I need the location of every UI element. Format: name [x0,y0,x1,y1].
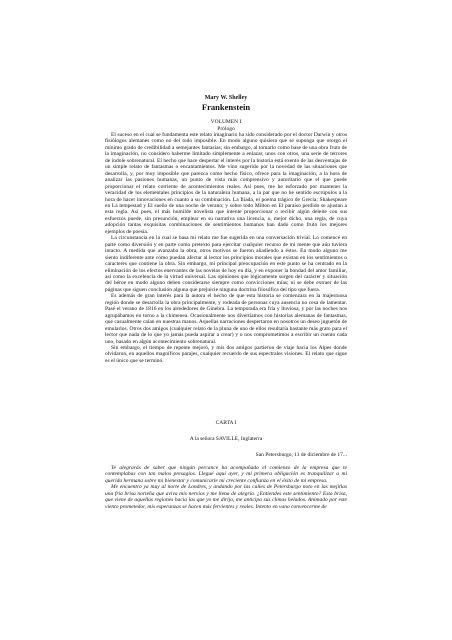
paragraph: El suceso en el cual se fundamenta este relato imaginario ha sido considerado por el doctor Darwin y otros fisiólogos alemanes como no del todo imposible. En modo alguno quisiera que se suponga que otorgo el mínimo grado de credibilidad a semejantes fantasías; sin embargo, al tomarlo como base de una obra fruto de la imaginación, no considero haberme limitado simplemente a enlazar, unos con otros, una serie de terrores de índole sobrenatural. El hecho que hace despertar el interés por la historia está exento de las desventajas de un simple relato de fantasmas o encantamientos. Me vino sugerido por la novedad de las situaciones que desarrolla, y, por muy imposible que parezca como hecho físico, ofrece para la imaginación, a la hora de analizar las pasiones humanas, un punto de vista más comprensivo y autoritario que el que puede proporcionar el relato corriente de acontecimientos reales. Así pues, me he esforzado por mantener la veracidad de los elementales principios de la naturaleza humana, a la par que no he sentido escrúpulos a la hora de hacer innovaciones en cuanto a su combinación. La Ilíada, el poema trágico de Grecia; Shakespeare en La tempestad y El sueño de una noche de verano; y sobre todo Milton en El paraíso perdido se ajustan a esta regla. Así pues, el más humilde novelista que intente proporcionar o recibir algún deleite con sus esfuerzos puede, sin presunción, emplear en su narrativa una licencia, o, mejor dicho, una regla, de cuya adopción tantas exquisitas combinaciones de sentimientos humanos han dado como fruto los mejores ejemplos de poesía. [105,132,347,235]
letter-heading: CARTA I [215,420,237,426]
prologue-heading: Prólogo [217,125,235,132]
author-name: Mary W. Shelley [204,95,248,101]
paragraph: Me encuentro ya muy al norte de Londres, y andando por las calles de Petersburgo noto en las mejillas una fría brisa norteña que aviva mis nervios y me llena de alegría. ¿Entiendes este sentimiento? Esta brisa, que viene de aquellas regiones hacia las que yo me dirijo, me anticipa sus climas helados. Animado por este viento prometedor, mis esperanzas se hacen más fervientes y reales. Intento en vano convencerme de [105,484,347,510]
letter-body [105,465,347,510]
volume-heading: VOLUMEN I [210,119,242,125]
letter-salutation: A la señora SAVILLE, Inglaterra [189,436,263,442]
letter-dateline: San Petersburgo, 11 de diciembre de 17... [255,452,347,458]
paragraph: La circunstancia en la cual se basa mi relato me fue sugerida en una conversación trivial. Lo comencé en parte como diversión y en parte como pretexto para ejercitar cualquier recurso de mi mente que aún tuviera intacto. A medida que avanzaba la obra, otros motivos se fueron añadiendo a éstos. En modo alguno me siento indiferente ante cómo puedan afectar al lector los principios morales que existan en los sentimientos o caracteres que contiene la obra. Sin embargo, mi principal preocupación en este punto se ha centrado en la eliminación de los efectos enervantes de las novelas de hoy en día, y en exponer la bondad del amor familiar, así como la excelencia de la virtud universal. Las opiniones que lógicamente surgen del carácter y situación del héroe en modo alguno deben considerarse siempre como convicciones mías; ni se debe extraer de las páginas que siguen conclusión alguna que prejuicie ninguna doctrina filosófica del tipo que fuera. [105,235,347,293]
book-title: Frankenstein [201,102,251,112]
prologue-body [105,132,347,364]
paragraph: Sin embargo, el tiempo de repente mejoró, y mis dos amigos partieron de viaje hacia los Alpes donde olvidaron, en aquellos magníficos parajes, cualquier recuerdo de sus espectrales visiones. El relato que sigue es el único que se terminó. [105,344,347,364]
paragraph: Te alegrarás de saber que ningún percance ha acompañado el comienzo de la empresa que te contemplabas con tan malos presagios. Llegué aquí ayer, y mi primera obligación es tranquilizar a mi querida hermana sobre mi bienestar y comunicarle mi creciente confianza en el éxito de mi empresa. [105,465,347,484]
paragraph: Es además de gran interés para la autora el hecho de que esta historia se comenzara en la majestuosa región donde se desarrolla la obra principalmente, y rodeada de personas cuya ausencia no cesa de lamentar. Pasé el verano de 1816 en los alrededores de Ginebra. La temporada era fría y lluviosa, y por las noches nos agrupábamos en torno a la chimenea. Ocasionalmente nos divertíamos con historias alemanas de fantasmas, que casualmente caían en nuestras manos. Aquellas narraciones despertaron en nosotros un deseo juguetón de emularlos. Otros dos amigos (cualquier relato de la pluna de uno de ellos resultaría bastante más grato para el lector que nada de lo que yo jamás pueda aspirar a crear) y o nos comprometimos a escribir un cuento cada uno, basado en algún acontecimiento sobrenatural. [105,293,347,345]
